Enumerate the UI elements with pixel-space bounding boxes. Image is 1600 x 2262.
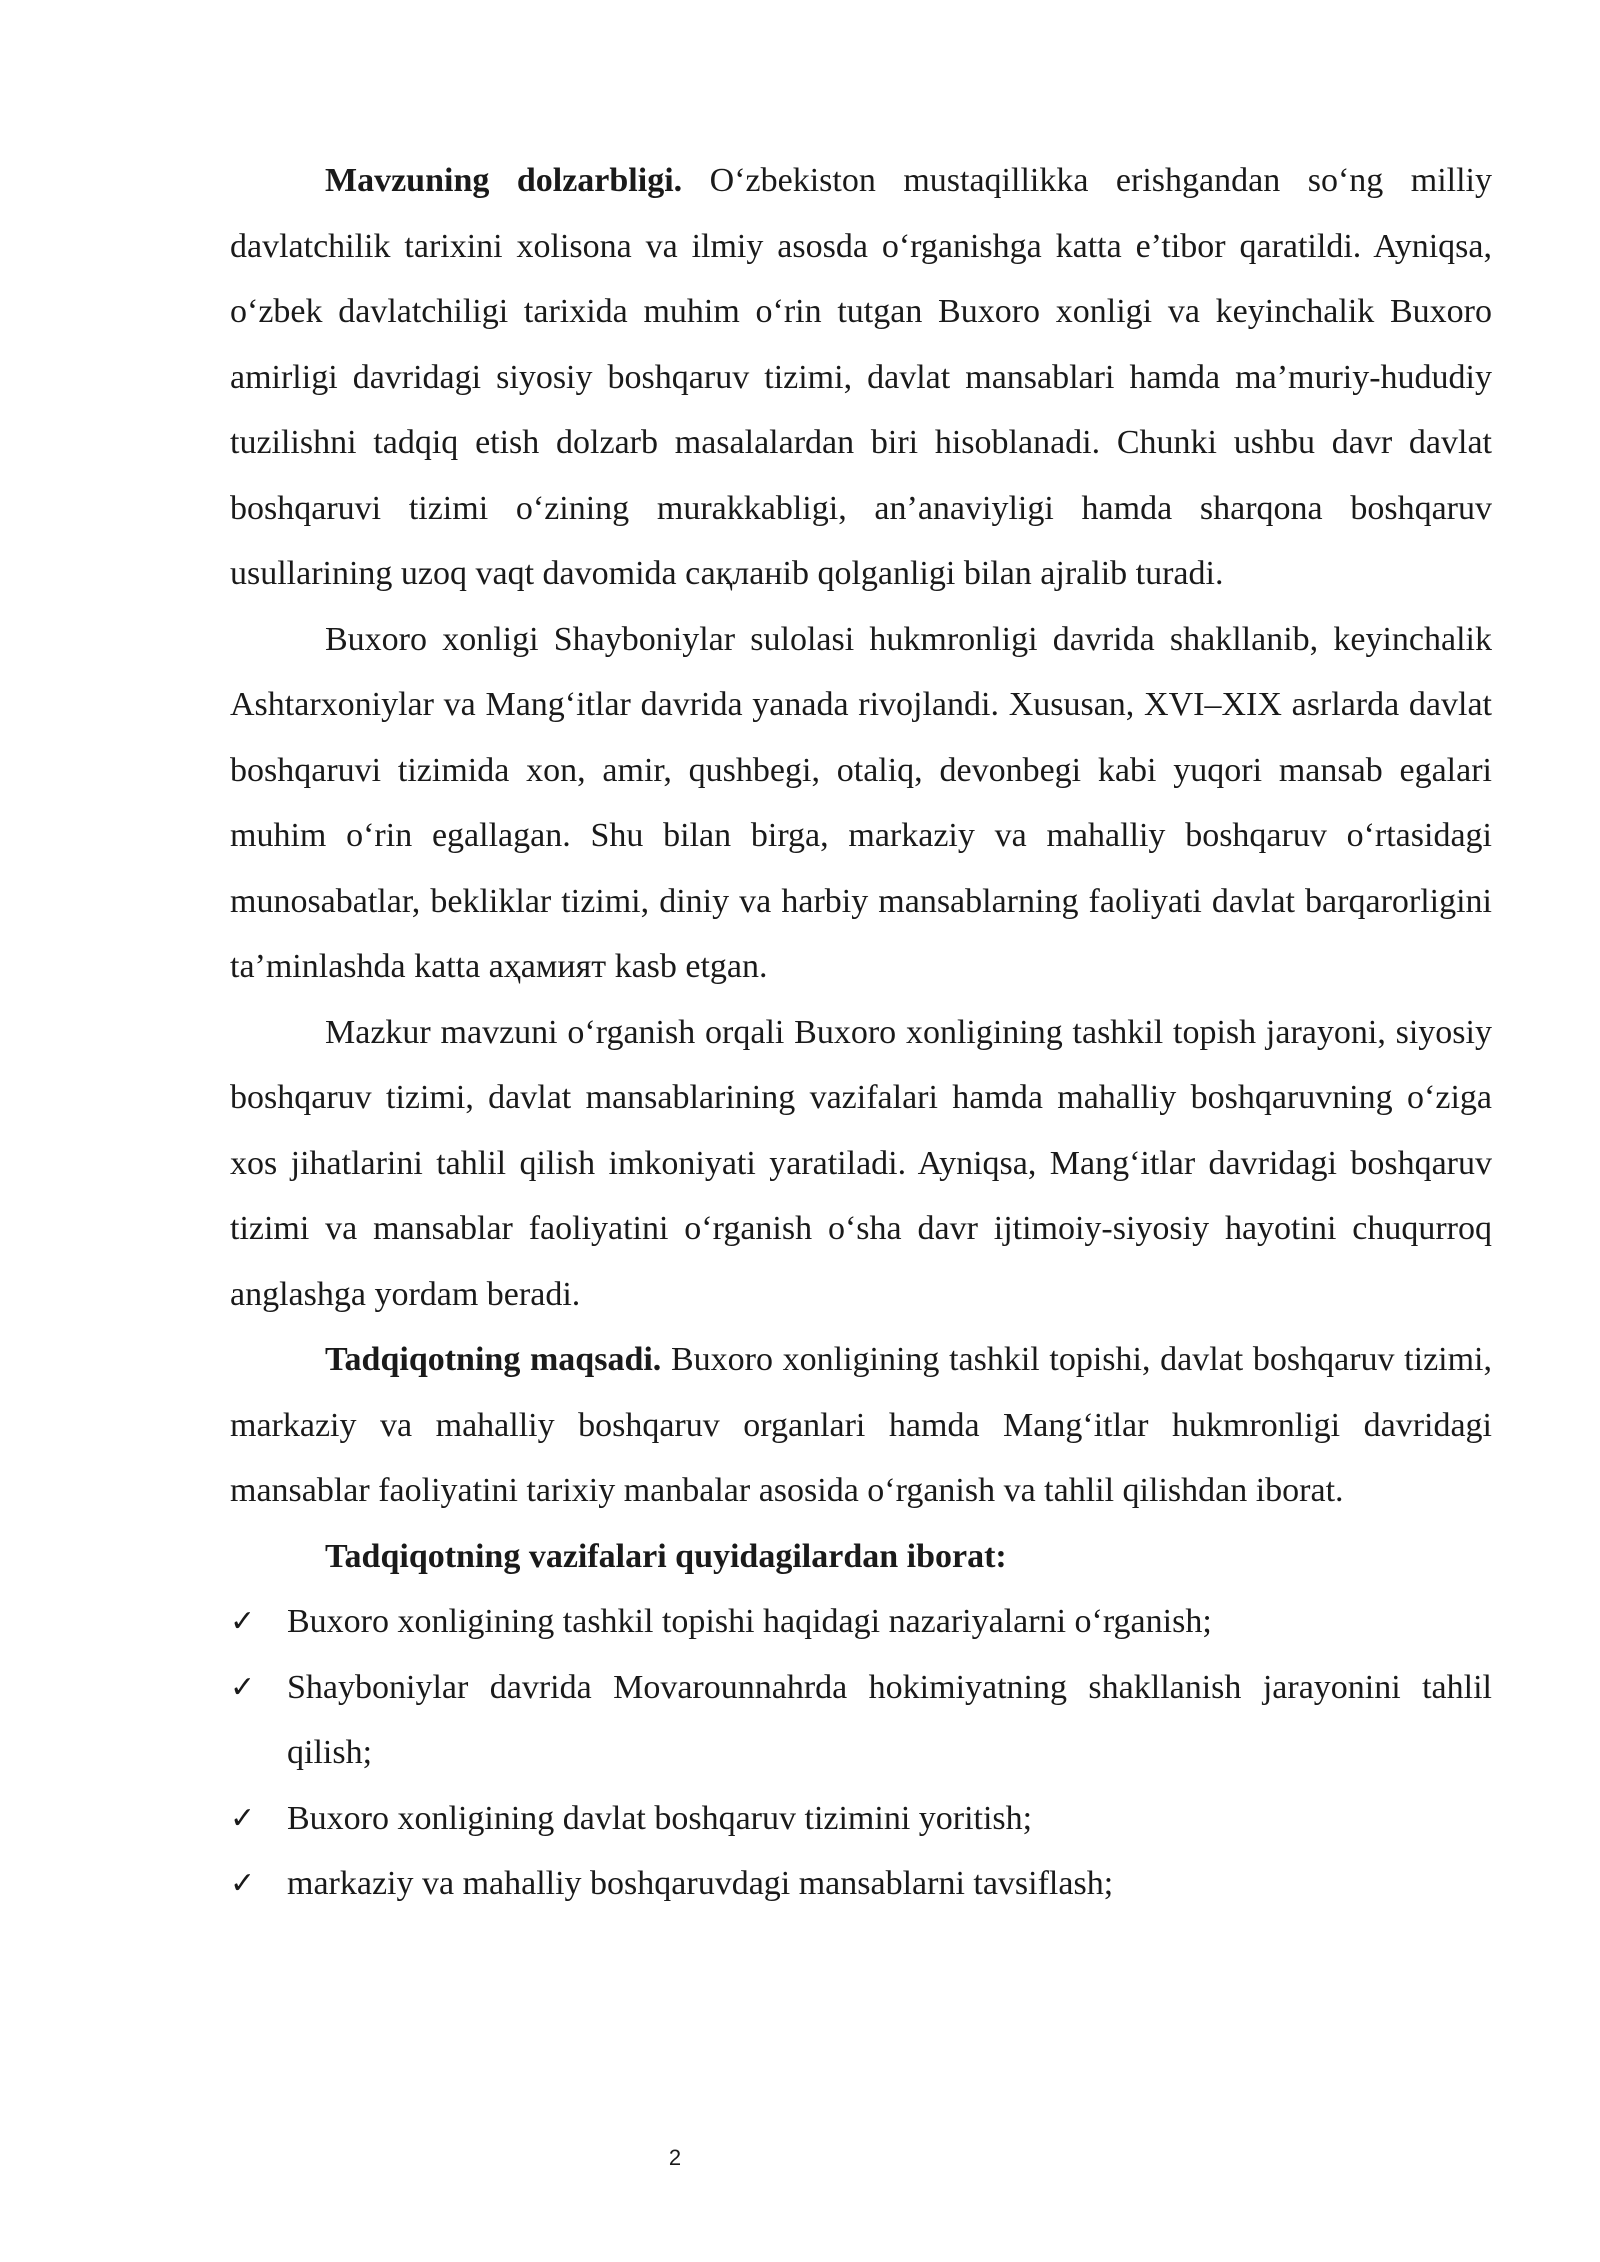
paragraph-research-goal bbox=[230, 1327, 1492, 1524]
paragraph-text: Buxoro xonligining tashkil topishi, davlat boshqaruv tizimi, markaziy va mahalliy boshqaruv organlari hamda Mang‘itlar hukmronligi davridagi mansablar faoliyatini tarixiy manbalar asosida o‘rganish va tahlil qilishdan iborat. bbox=[230, 1341, 1493, 1509]
paragraph-study-scope bbox=[230, 1000, 1492, 1328]
tasks-list bbox=[230, 1589, 1492, 1917]
document-page bbox=[230, 148, 1492, 1917]
tasks-heading: Tadqiqotning vazifalari quyidagilardan iborat: bbox=[325, 1537, 1007, 1575]
checkmark-icon: ✓ bbox=[230, 1669, 256, 1705]
list-item-text: Buxoro xonligining davlat boshqaruv tizimini yoritish; bbox=[287, 1799, 1033, 1837]
list-item bbox=[230, 1655, 1492, 1786]
checkmark-icon: ✓ bbox=[230, 1866, 256, 1901]
list-item bbox=[230, 1851, 1492, 1917]
list-item bbox=[230, 1786, 1492, 1852]
paragraph-text: O‘zbekiston mustaqillikka erishgandan so‘ng milliy davlatchilik tarixini xolisona va ilmiy asosda o‘rganishga katta e’tibor qaratildi. Ayniqsa, o‘zbek davlatchiligi tarixida muhim o‘rin tutgan Buxoro xonligi va keyinchalik Buxoro amirligi davridagi siyosiy boshqaruv tizimi, davlat mansablari hamda ma’muriy-hududiy tuzilishni tadqiq etish dolzarb masalalardan biri hisoblanadi. Chunki ushbu davr davlat boshqaruvi tizimi o‘zining murakkabligi, an’anaviyligi hamda sharqona boshqaruv usullarining uzoq vaqt davomida сақланib qolganligi bilan ajralib turadi. bbox=[230, 162, 1492, 592]
checkmark-icon: ✓ bbox=[230, 1604, 256, 1639]
paragraph-lead: Mavzuning dolzarbligi. bbox=[325, 162, 683, 199]
paragraph-lead: Tadqiqotning maqsadi. bbox=[325, 1341, 662, 1378]
list-item-text: Shayboniylar davrida Movarounnahrda hokimiyatning shakllanish jarayonini tahlil qilish; bbox=[287, 1668, 1492, 1771]
checkmark-icon: ✓ bbox=[230, 1800, 256, 1836]
list-item-text: Buxoro xonligining tashkil topishi haqidagi nazariyalarni o‘rganish; bbox=[287, 1603, 1212, 1640]
paragraph-text: Buxoro xonligi Shayboniylar sulolasi hukmronligi davrida shakllanib, keyinchalik Ashtarxoniylar va Mang‘itlar davrida yanada rivojlandi. Xususan, XVI–XIX asrlarda davlat boshqaruvi tizimida xon, amir, qushbegi, otaliq, devonbegi kabi yuqori mansab egalari muhim o‘rin egallagan. Shu bilan birga, markaziy va mahalliy boshqaruv o‘rtasidagi munosabatlar, bekliklar tizimi, diniy va harbiy mansablarning faoliyati davlat barqarorligini ta’minlashda katta аҳамият kasb etgan. bbox=[230, 620, 1492, 985]
list-item bbox=[230, 1589, 1492, 1655]
paragraph-relevance bbox=[230, 148, 1492, 607]
list-item-text: markaziy va mahalliy boshqaruvdagi mansablarni tavsiflash; bbox=[287, 1865, 1114, 1902]
paragraph-history bbox=[230, 607, 1492, 1000]
page-number: 2 bbox=[668, 2145, 682, 2170]
paragraph-text: Mazkur mavzuni o‘rganish orqali Buxoro xonligining tashkil topish jarayoni, siyosiy boshqaruv tizimi, davlat mansablarining vazifalari hamda mahalliy boshqaruvning o‘ziga xos jihatlarini tahlil qilish imkoniyati yaratiladi. Ayniqsa, Mang‘itlar davridagi boshqaruv tizimi va mansablar faoliyatini o‘rganish o‘sha davr ijtimoiy-siyosiy hayotini chuqurroq anglashga yordam beradi. bbox=[230, 1013, 1492, 1313]
